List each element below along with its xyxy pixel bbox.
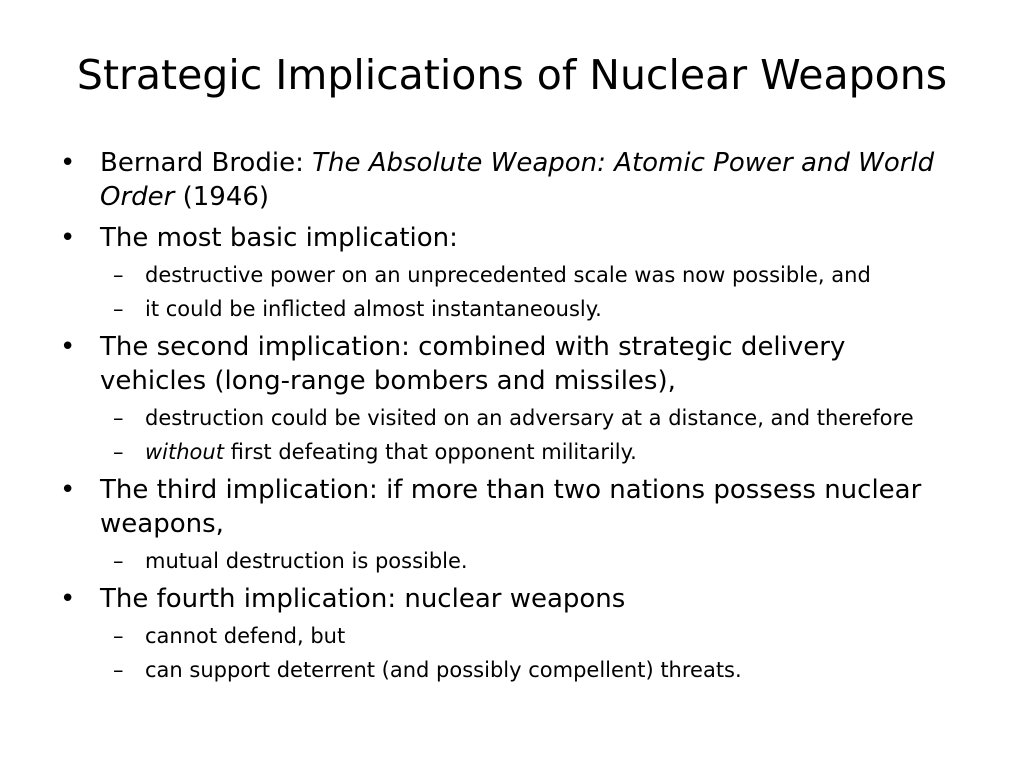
- sub-bullet-marker: –: [113, 549, 124, 573]
- bullet-brodie: [58, 146, 958, 214]
- sub-bullet: [58, 404, 958, 432]
- sub-bullet-marker: –: [113, 406, 124, 430]
- sub-bullet: [58, 656, 958, 684]
- bullet-fourth-implication: [58, 582, 958, 616]
- sub-bullet: [58, 261, 958, 289]
- bullet-text: The most basic implication:: [100, 223, 458, 253]
- bullet-text: Bernard Brodie:: [100, 148, 313, 178]
- sub-bullet-marker: –: [113, 440, 124, 464]
- bullet-third-implication: [58, 473, 958, 541]
- sub-bullet-text: it could be inflicted almost instantaneously.: [145, 297, 602, 321]
- slide-title: Strategic Implications of Nuclear Weapons: [76, 51, 948, 99]
- bullet-marker: •: [60, 475, 76, 505]
- sub-bullet: [58, 295, 958, 323]
- sub-bullet-marker: –: [113, 263, 124, 287]
- sub-bullet-text: first defeating that opponent militarily.: [223, 440, 637, 464]
- sub-bullet-text: can support deterrent (and possibly compellent) threats.: [145, 658, 742, 682]
- sub-bullet-text: mutual destruction is possible.: [145, 549, 468, 573]
- slide-body: [58, 146, 958, 684]
- bullet-marker: •: [60, 148, 76, 178]
- sub-bullet-text: cannot defend, but: [145, 624, 346, 648]
- bullet-first-implication: [58, 221, 958, 255]
- bullet-marker: •: [60, 332, 76, 362]
- book-year: (1946): [174, 182, 270, 212]
- sub-bullet-marker: –: [113, 297, 124, 321]
- sub-bullet-marker: –: [113, 658, 124, 682]
- bullet-marker: •: [60, 223, 76, 253]
- sub-bullet: [58, 622, 958, 650]
- bullet-second-implication: [58, 330, 958, 398]
- book-title: The Absolute Weapon: Atomic Power and World Order: [100, 148, 935, 212]
- bullet-marker: •: [60, 584, 76, 614]
- sub-bullet-emphasis: without: [145, 440, 224, 464]
- sub-bullet-marker: –: [113, 624, 124, 648]
- sub-bullet-text: destructive power on an unprecedented scale was now possible, and: [145, 263, 871, 287]
- bullet-text: The second implication: combined with strategic delivery vehicles (long-range bombers and missiles),: [100, 332, 846, 396]
- sub-bullet-text: destruction could be visited on an adversary at a distance, and therefore: [145, 406, 914, 430]
- sub-bullet: [58, 547, 958, 575]
- sub-bullet: [58, 438, 958, 466]
- bullet-text: The fourth implication: nuclear weapons: [100, 584, 626, 614]
- bullet-text: The third implication: if more than two nations possess nuclear weapons,: [100, 475, 922, 539]
